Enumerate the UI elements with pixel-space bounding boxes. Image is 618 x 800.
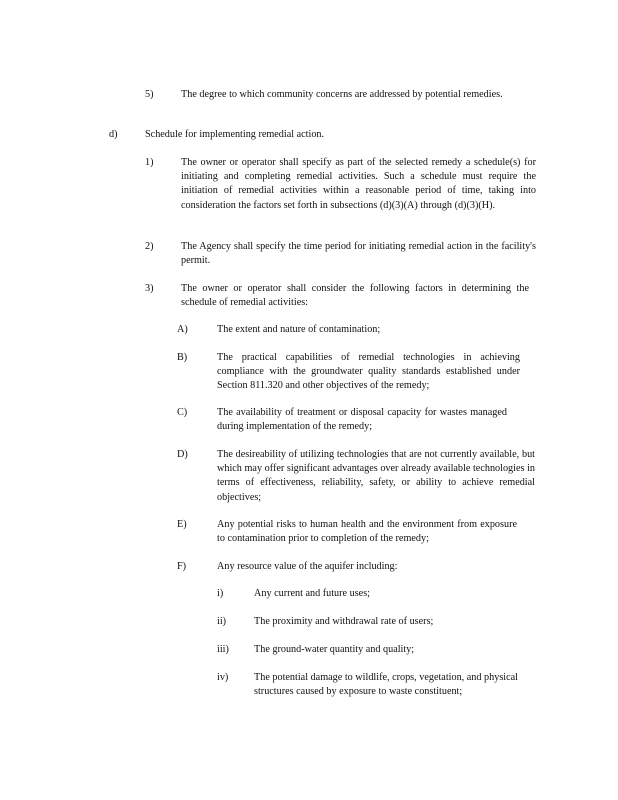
section-d-heading: Schedule for implementing remedial action. [145,129,325,140]
factor-a-text: The extent and nature of contamination; [217,324,381,335]
factor-e-text: Any potential risks to human health and the environment from exposure to contamination prior to completion of the remedy; [217,519,517,545]
factor-d-label: D) [177,449,188,460]
subitem-i-text: Any current and future uses; [254,588,370,599]
subitem-ii-label: ii) [217,616,227,627]
factor-f-text: Any resource value of the aquifer including: [217,561,398,572]
section-d-label: d) [109,129,118,140]
item-1-label: 1) [145,157,154,168]
subitem-iii-text: The ground-water quantity and quality; [254,644,415,655]
item-2-text: The Agency shall specify the time period for initiating remedial action in the facility's permit. [181,241,536,267]
subitem-i-label: i) [217,588,224,599]
factor-c-text: The availability of treatment or disposal capacity for wastes managed during implementation of the remedy; [217,407,507,433]
item-3-text: The owner or operator shall consider the following factors in determining the schedule of remedial activities: [181,283,529,309]
factor-b-label: B) [177,352,188,363]
item-1-text: The owner or operator shall specify as part of the selected remedy a schedule(s) for initiating and completing remedial activities. Such a schedule must require the initiation of remedial activities within a reasonable period of time, taking into consideration the factors set forth in subsections (d)(3)(A) through (d)(3)(H). [181,157,536,211]
subitem-iii-label: iii) [217,644,229,655]
factor-c-label: C) [177,407,188,418]
item-5-text: The degree to which community concerns are addressed by potential remedies. [181,89,503,100]
factor-f-label: F) [177,561,187,572]
item-2-label: 2) [145,241,154,252]
subitem-iv-text: The potential damage to wildlife, crops, vegetation, and physical structures caused by exposure to waste constituent; [254,672,518,698]
factor-a-label: A) [177,324,188,335]
factor-e-label: E) [177,519,187,530]
factor-d-text: The desireability of utilizing technologies that are not currently available, but which may offer significant advantages over already available technologies in terms of effectiveness, reliability, safety, or ability to achieve remedial objectives; [217,449,535,503]
item-3-label: 3) [145,283,154,294]
subitem-ii-text: The proximity and withdrawal rate of users; [254,616,434,627]
subitem-iv-label: iv) [217,672,229,683]
item-5-label: 5) [145,89,154,100]
factor-b-text: The practical capabilities of remedial technologies in achieving compliance with the groundwater quality standards established under Section 811.320 and other objectives of the remedy; [217,352,520,392]
